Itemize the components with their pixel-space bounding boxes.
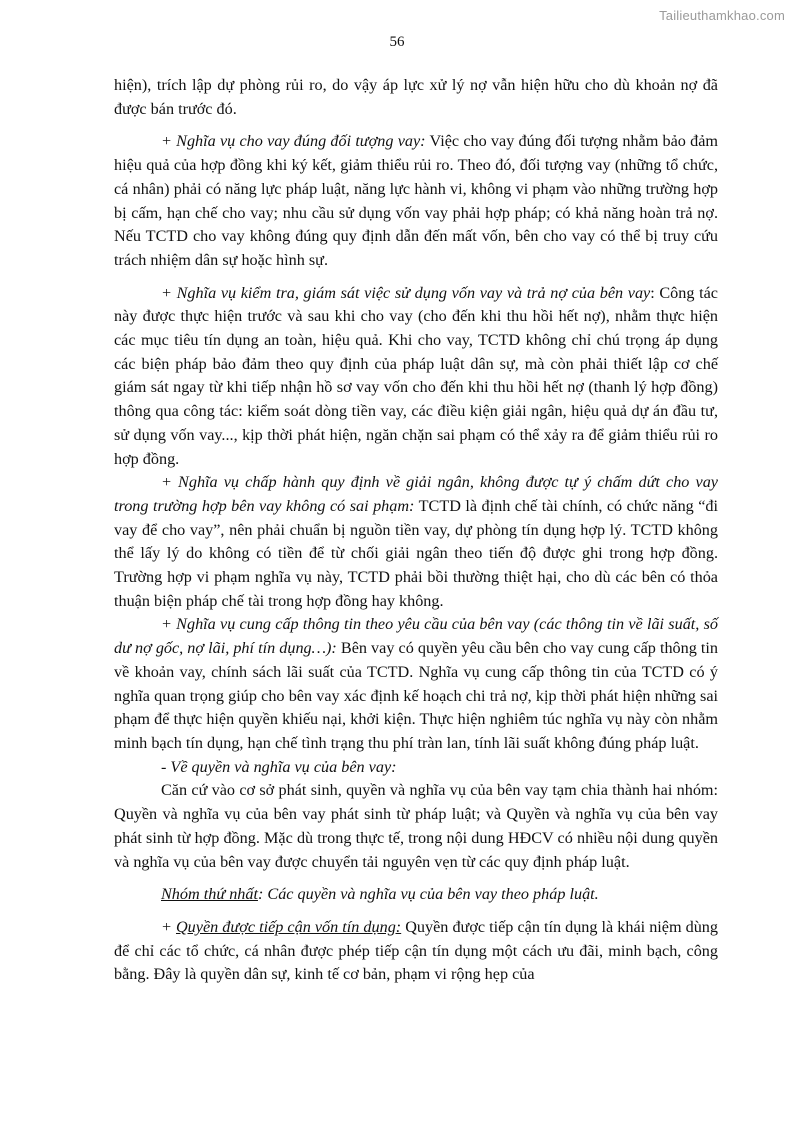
paragraph-2 [114,130,718,272]
paragraph-lead: + Nghĩa vụ chấp hành quy định về giải ngân, không được tự ý chấm dứt cho vay trong trường hợp bên vay không có sai phạm: [114,473,718,515]
paragraph-text: Việc cho vay đúng đối tượng nhằm bảo đảm hiệu quả của hợp đồng khi ký kết, giảm thiểu rủi ro. Theo đó, đối tượng vay (những tổ chức, cá nhân) phải có năng lực pháp luật, năng lực hành vi, không vi phạm vào những trường hợp bị cấm, hạn chế cho vay; nhu cầu sử dụng vốn vay phải hợp pháp; có khả năng hoàn trả nợ. Nếu TCTD cho vay không đúng quy định dẫn đến mất vốn, bên cho vay có thể bị truy cứu trách nhiệm dân sự hoặc hình sự. [114,132,718,269]
paragraph-text: Căn cứ vào cơ sở phát sinh, quyền và nghĩa vụ của bên vay tạm chia thành hai nhóm: Quyền và nghĩa vụ của bên vay phát sinh từ pháp luật; và Quyền và nghĩa vụ của bên vay phát sinh từ hợp đồng. Mặc dù trong thực tế, trong nội dung HĐCV có nhiều nội dung quyền và nghĩa vụ của bên vay được chuyển tải nguyên vẹn từ các quy định pháp luật. [114,781,718,871]
paragraph-lead-plus: + [161,917,176,936]
paragraph-lead: + Nghĩa vụ cho vay đúng đối tượng vay: [161,132,426,151]
watermark: Tailieuthamkhao.com [659,8,785,23]
paragraph-lead: + Nghĩa vụ cung cấp thông tin theo yêu cầu của bên vay (các thông tin về lãi suất, số dư nợ gốc, nợ lãi, phí tín dụng…): [114,615,718,658]
group-heading-rest: : Các quyền và nghĩa vụ của bên vay theo pháp luật. [257,885,599,904]
paragraph-7 [114,779,718,874]
document-body [114,74,718,987]
page-number: 56 [389,34,405,50]
paragraph-6-heading [114,756,718,780]
section-heading: - Về quyền và nghĩa vụ của bên vay: [161,757,397,776]
paragraph-lead: + Nghĩa vụ kiểm tra, giám sát việc sử dụng vốn vay và trả nợ của bên vay [161,283,651,302]
group-heading-underlined: Nhóm thứ nhất [161,885,258,904]
paragraph-lead: Quyền được tiếp cận vốn tín dụng: [175,917,402,936]
paragraph-1 [114,74,718,121]
paragraph-text: : Công tác này được thực hiện trước và sau khi cho vay (cho đến khi thu hồi hết nợ), nhằm thực hiện các mục tiêu tín dụng an toàn, hiệu quả. Khi cho vay, TCTD không chỉ chú trọng áp dụng các biện pháp bảo đảm theo quy định của pháp luật dân sự, mà còn phải thiết lập cơ chế giám sát ngay từ khi tiếp nhận hồ sơ vay vốn cho đến khi thu hồi hết nợ (thanh lý hợp đồng) thông qua công tác: kiểm soát dòng tiền vay, các điều kiện giải ngân, hiệu quả dự án đầu tư, sử dụng vốn vay..., kịp thời phát hiện, ngăn chặn sai phạm có thể xảy ra để giảm thiểu rủi ro hợp đồng. [114,283,718,468]
paragraph-5 [114,613,718,755]
paragraph-3 [114,282,718,472]
paragraph-4 [114,471,718,613]
paragraph-text: hiện), trích lập dự phòng rủi ro, do vậy áp lực xử lý nợ vẫn hiện hữu cho dù khoản nợ đã được bán trước đó. [114,76,718,118]
paragraph-text: Quyền được tiếp cận tín dụng là khái niệm dùng để chỉ các tổ chức, cá nhân được phép tiếp cận tín dụng một cách ưu đãi, minh bạch, công bằng. Đây là quyền dân sự, kinh tế cơ bản, phạm vi rộng hẹp của [114,917,718,984]
paragraph-text: TCTD là định chế tài chính, có chức năng “đi vay để cho vay”, nên phải chuẩn bị nguồn tiền vay, dự phòng tín dụng hợp lý. TCTD không thể lấy lý do không có tiền để từ chối giải ngân theo tiến độ được ghi trong hợp đồng. Trường hợp vi phạm nghĩa vụ này, TCTD phải bồi thường thiệt hại, cho dù các bên có thỏa thuận biện pháp chế tài trong hợp đồng hay không. [114,496,718,610]
paragraph-text: Bên vay có quyền yêu cầu bên cho vay cung cấp thông tin về khoản vay, chính sách lãi suất của TCTD. Nghĩa vụ cung cấp thông tin của TCTD có ý nghĩa quan trọng giúp cho bên vay xác định kế hoạch chi trả nợ, kịp thời phát hiện những sai phạm để thực hiện quyền khiếu nại, khởi kiện. Thực hiện nghiêm túc nghĩa vụ này còn nhằm minh bạch tín dụng, hạn chế tình trạng thu phí tràn lan, tính lãi suất không đúng pháp luật. [114,639,718,752]
paragraph-8-heading [114,883,718,907]
paragraph-9 [114,916,718,987]
